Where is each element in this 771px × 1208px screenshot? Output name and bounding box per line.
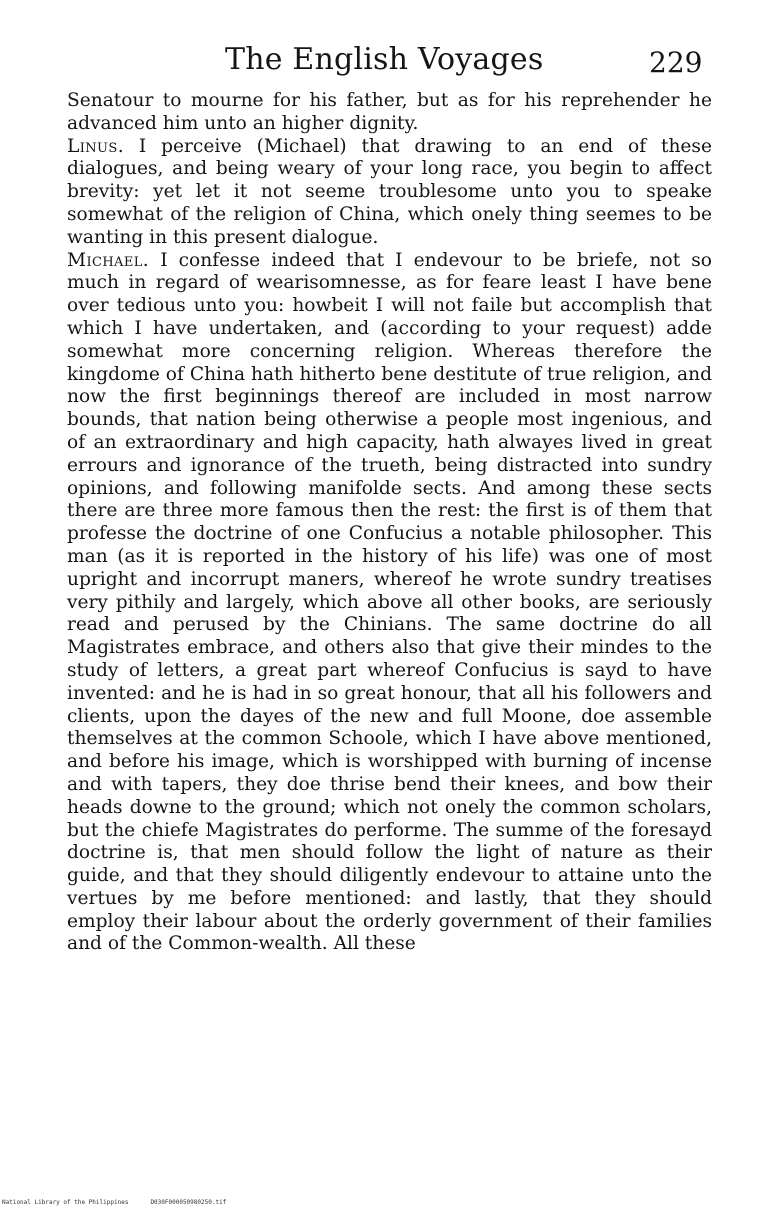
paragraph <box>67 250 712 957</box>
paragraph <box>67 90 712 136</box>
file-identifier: D030F000050980250.tif <box>150 1199 227 1206</box>
library-credit: National Library of the Philippines <box>2 1199 129 1206</box>
paragraph-text: I perceive (Michael) that drawing to an end of these dialogues, and being weary of your long race, you begin to affect brevity: yet let it not seeme troublesome unto you to speake somewhat of the religion of China, which onely thing seemes to be wanting in this present dialogue. <box>67 135 712 248</box>
paragraph <box>67 136 712 250</box>
paragraph-text: Senatour to mourne for his father, but as for his reprehender he advanced him unto an higher dignity. <box>67 90 712 134</box>
paragraph-text: I confesse indeed that I endevour to be briefe, not so much in regard of wearisomnesse, as for feare least I have bene over tedious unto you: howbeit I will not faile but accomplish that which I have undertaken, and (according to your request) adde somewhat more concerning religion. Whereas therefore the kingdome of China hath hitherto bene destitute of true religion, and now the first beginnings thereof are included in most narrow bounds, that nation being otherwise a people most ingenious, and of an extraordinary and high capacity, hath alwayes lived in great errours and ignorance of the trueth, being distracted into sundry opinions, and following manifolde sects. And among these sects there are three more famous then the rest: the first is of them that professe the doctrine of one Confucius a notable philosopher. This man (as it is reported in the history of his life) was one of most upright and incorrupt maners, whereof he wrote sundry treatises very pithily and largely, which above all other books, are seriously read and perused by the Chinians. The same doctrine do all Magistrates embrace, and others also that give their mindes to the study of letters, a great part whereof Confucius is sayd to have invented: and he is had in so great honour, that all his followers and clients, upon the dayes of the new and full Moone, doe assemble themselves at the common Schoole, which I have above mentioned, and before his image, which is worshipped with burning of incense and with tapers, they doe thrise bend their knees, and bow their heads downe to the ground; which not onely the common scholars, but the chiefe Magistrates do performe. The summe of the foresayd doctrine is, that men should follow the light of nature as their guide, and that they should diligently endevour to attaine unto the vertues by me before mentioned: and lastly, that they should employ their labour about the orderly government of their families and of the Common-wealth. All these <box>67 249 712 955</box>
body-text <box>67 90 712 956</box>
page-header <box>0 40 771 86</box>
speaker-name: Linus. <box>67 135 125 157</box>
scan-footer <box>2 1199 226 1207</box>
speaker-name: Michael. <box>67 249 150 271</box>
running-title: The English Voyages <box>225 42 544 77</box>
page-number: 229 <box>649 46 703 79</box>
